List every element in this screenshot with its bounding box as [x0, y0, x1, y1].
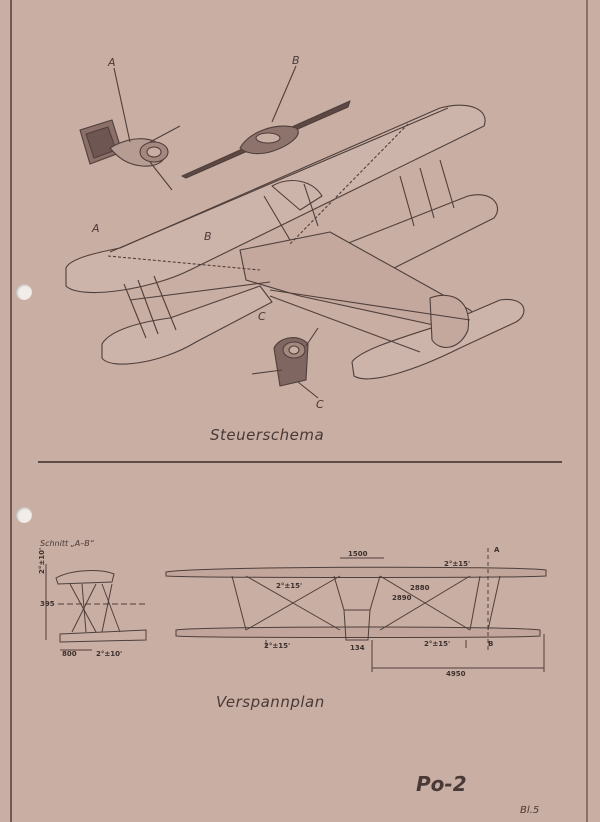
sheet-number: Bl.5 [520, 805, 540, 816]
angle-lower-left: 2°±15' [264, 642, 291, 650]
detail-c-stick-mount [252, 328, 318, 386]
angle-lower-right: 2°±15' [424, 640, 451, 648]
section-title: Schnitt „A–B“ [40, 539, 94, 548]
callout-a-top: A [108, 56, 116, 69]
section-a-b-drawing [46, 564, 146, 650]
angle-upper-right: 2°±15' [444, 560, 471, 568]
dim-span-center: 1500 [348, 550, 368, 558]
dim-2880: 2880 [410, 584, 430, 592]
dim-2890: 2890 [392, 594, 412, 602]
dim-134: 134 [350, 644, 365, 652]
front-view-drawing [166, 548, 546, 672]
dim-4950: 4950 [446, 670, 466, 678]
section-dim-height: 395 [40, 600, 55, 608]
section-dim-angle-top: 2°±10' [38, 547, 46, 574]
aircraft-model: Po-2 [416, 772, 467, 796]
title-rigging-plan: Verspannplan [216, 693, 325, 711]
callout-b-top: B [292, 54, 300, 67]
section-dim-angle-bottom: 2°±10' [96, 650, 123, 658]
marker-b: B [488, 640, 494, 648]
marker-a: A [494, 546, 500, 554]
section-divider [38, 461, 562, 463]
title-control-scheme: Steuerschema [210, 426, 325, 444]
callout-c-bottom: C [316, 398, 324, 411]
angle-upper-left: 2°±15' [276, 582, 303, 590]
callout-c-mid: C [258, 310, 266, 323]
callout-a-wing: A [92, 222, 100, 235]
section-dim-width: 800 [62, 650, 77, 658]
detail-a-hinge [80, 120, 180, 190]
callout-b-wing: B [204, 230, 212, 243]
